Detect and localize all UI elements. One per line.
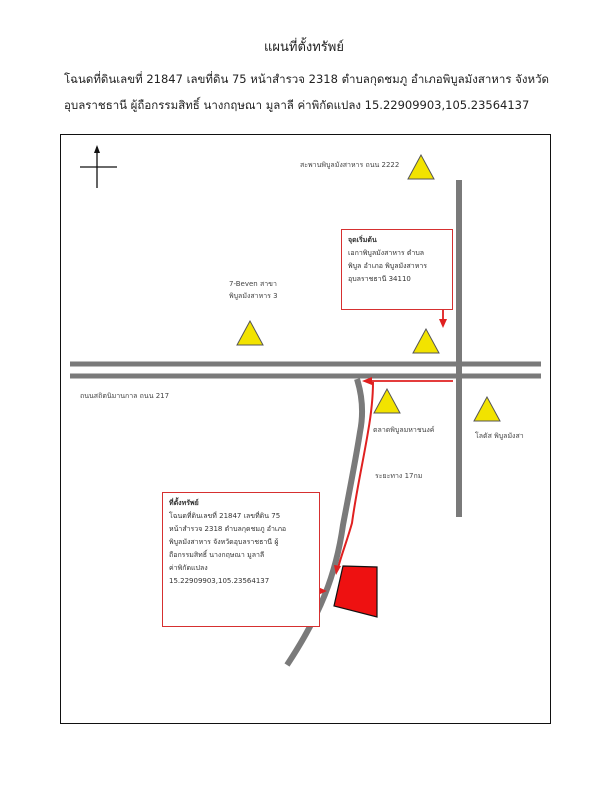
start-point-box bbox=[341, 229, 453, 310]
label-lotus: โลตัส พิบูลมังสา bbox=[475, 432, 524, 440]
label-road-left: ถนนสถิตนิมานกาล ถนน 217 bbox=[80, 392, 170, 400]
label-landmark-top: สะพานพิบูลมังสาหาร ถนน 2222 bbox=[300, 161, 400, 169]
property-parcel-icon bbox=[334, 566, 377, 617]
landmark-triangle-icon bbox=[237, 321, 263, 345]
label-seven-eleven-1: 7-Beven สาขา bbox=[229, 280, 277, 288]
landmark-triangle-icon bbox=[474, 397, 500, 421]
info-line-1: โฉนดที่ดินเลขที่ 21847 เลขที่ดิน 75 หน้าสำรวจ 2318 ตำบลกุดชมภู อำเภอพิบูลมังสาหาร จังหวัด bbox=[64, 72, 550, 86]
info-line-2: อุบลราชธานี ผู้ถือกรรมสิทธิ์ นางกฤษณา มูลาลี ค่าพิกัดแปลง 15.22909903,105.23564137 bbox=[64, 98, 530, 112]
start-box-line: พิบูล อำเภอ พิบูลมังสาหาร bbox=[348, 262, 428, 270]
landmark-triangle-icon bbox=[408, 155, 434, 179]
north-arrow-icon bbox=[80, 145, 117, 188]
property-box-line: หน้าสำรวจ 2318 ตำบลกุดชมภู อำเภอ bbox=[169, 525, 287, 533]
document-title: แผนที่ตั้งทรัพย์ bbox=[264, 40, 344, 55]
property-box-line: โฉนดที่ดินเลขที่ 21847 เลขที่ดิน 75 bbox=[169, 512, 281, 520]
property-box-line: 15.22909903,105.23564137 bbox=[169, 577, 270, 585]
property-box bbox=[162, 492, 320, 627]
property-box-heading: ที่ตั้งทรัพย์ bbox=[169, 499, 199, 507]
start-box-line: อุบลราชธานี 34110 bbox=[348, 275, 411, 283]
landmark-triangle-icon bbox=[413, 329, 439, 353]
property-box-line: ค่าพิกัดแปลง bbox=[169, 564, 208, 572]
landmark-triangle-icon bbox=[374, 389, 400, 413]
label-seven-eleven-2: พิบูลมังสาหาร 3 bbox=[229, 292, 278, 300]
property-box-line: ถือกรรมสิทธิ์ นางกฤษณา มูลาลี bbox=[169, 551, 265, 559]
label-distance: ระยะทาง 17กม bbox=[375, 472, 423, 480]
start-box-line: เอกาพิบูลมังสาหาร ตำบล bbox=[348, 249, 425, 257]
start-box-heading: จุดเริ่มต้น bbox=[348, 236, 377, 244]
label-market: ตลาดพิบูลมหาชนงค์ bbox=[373, 426, 435, 434]
road-horizontal bbox=[70, 364, 541, 376]
property-box-line: พิบูลมังสาหาร จังหวัดอุบลราชธานี ผู้ bbox=[169, 538, 279, 546]
